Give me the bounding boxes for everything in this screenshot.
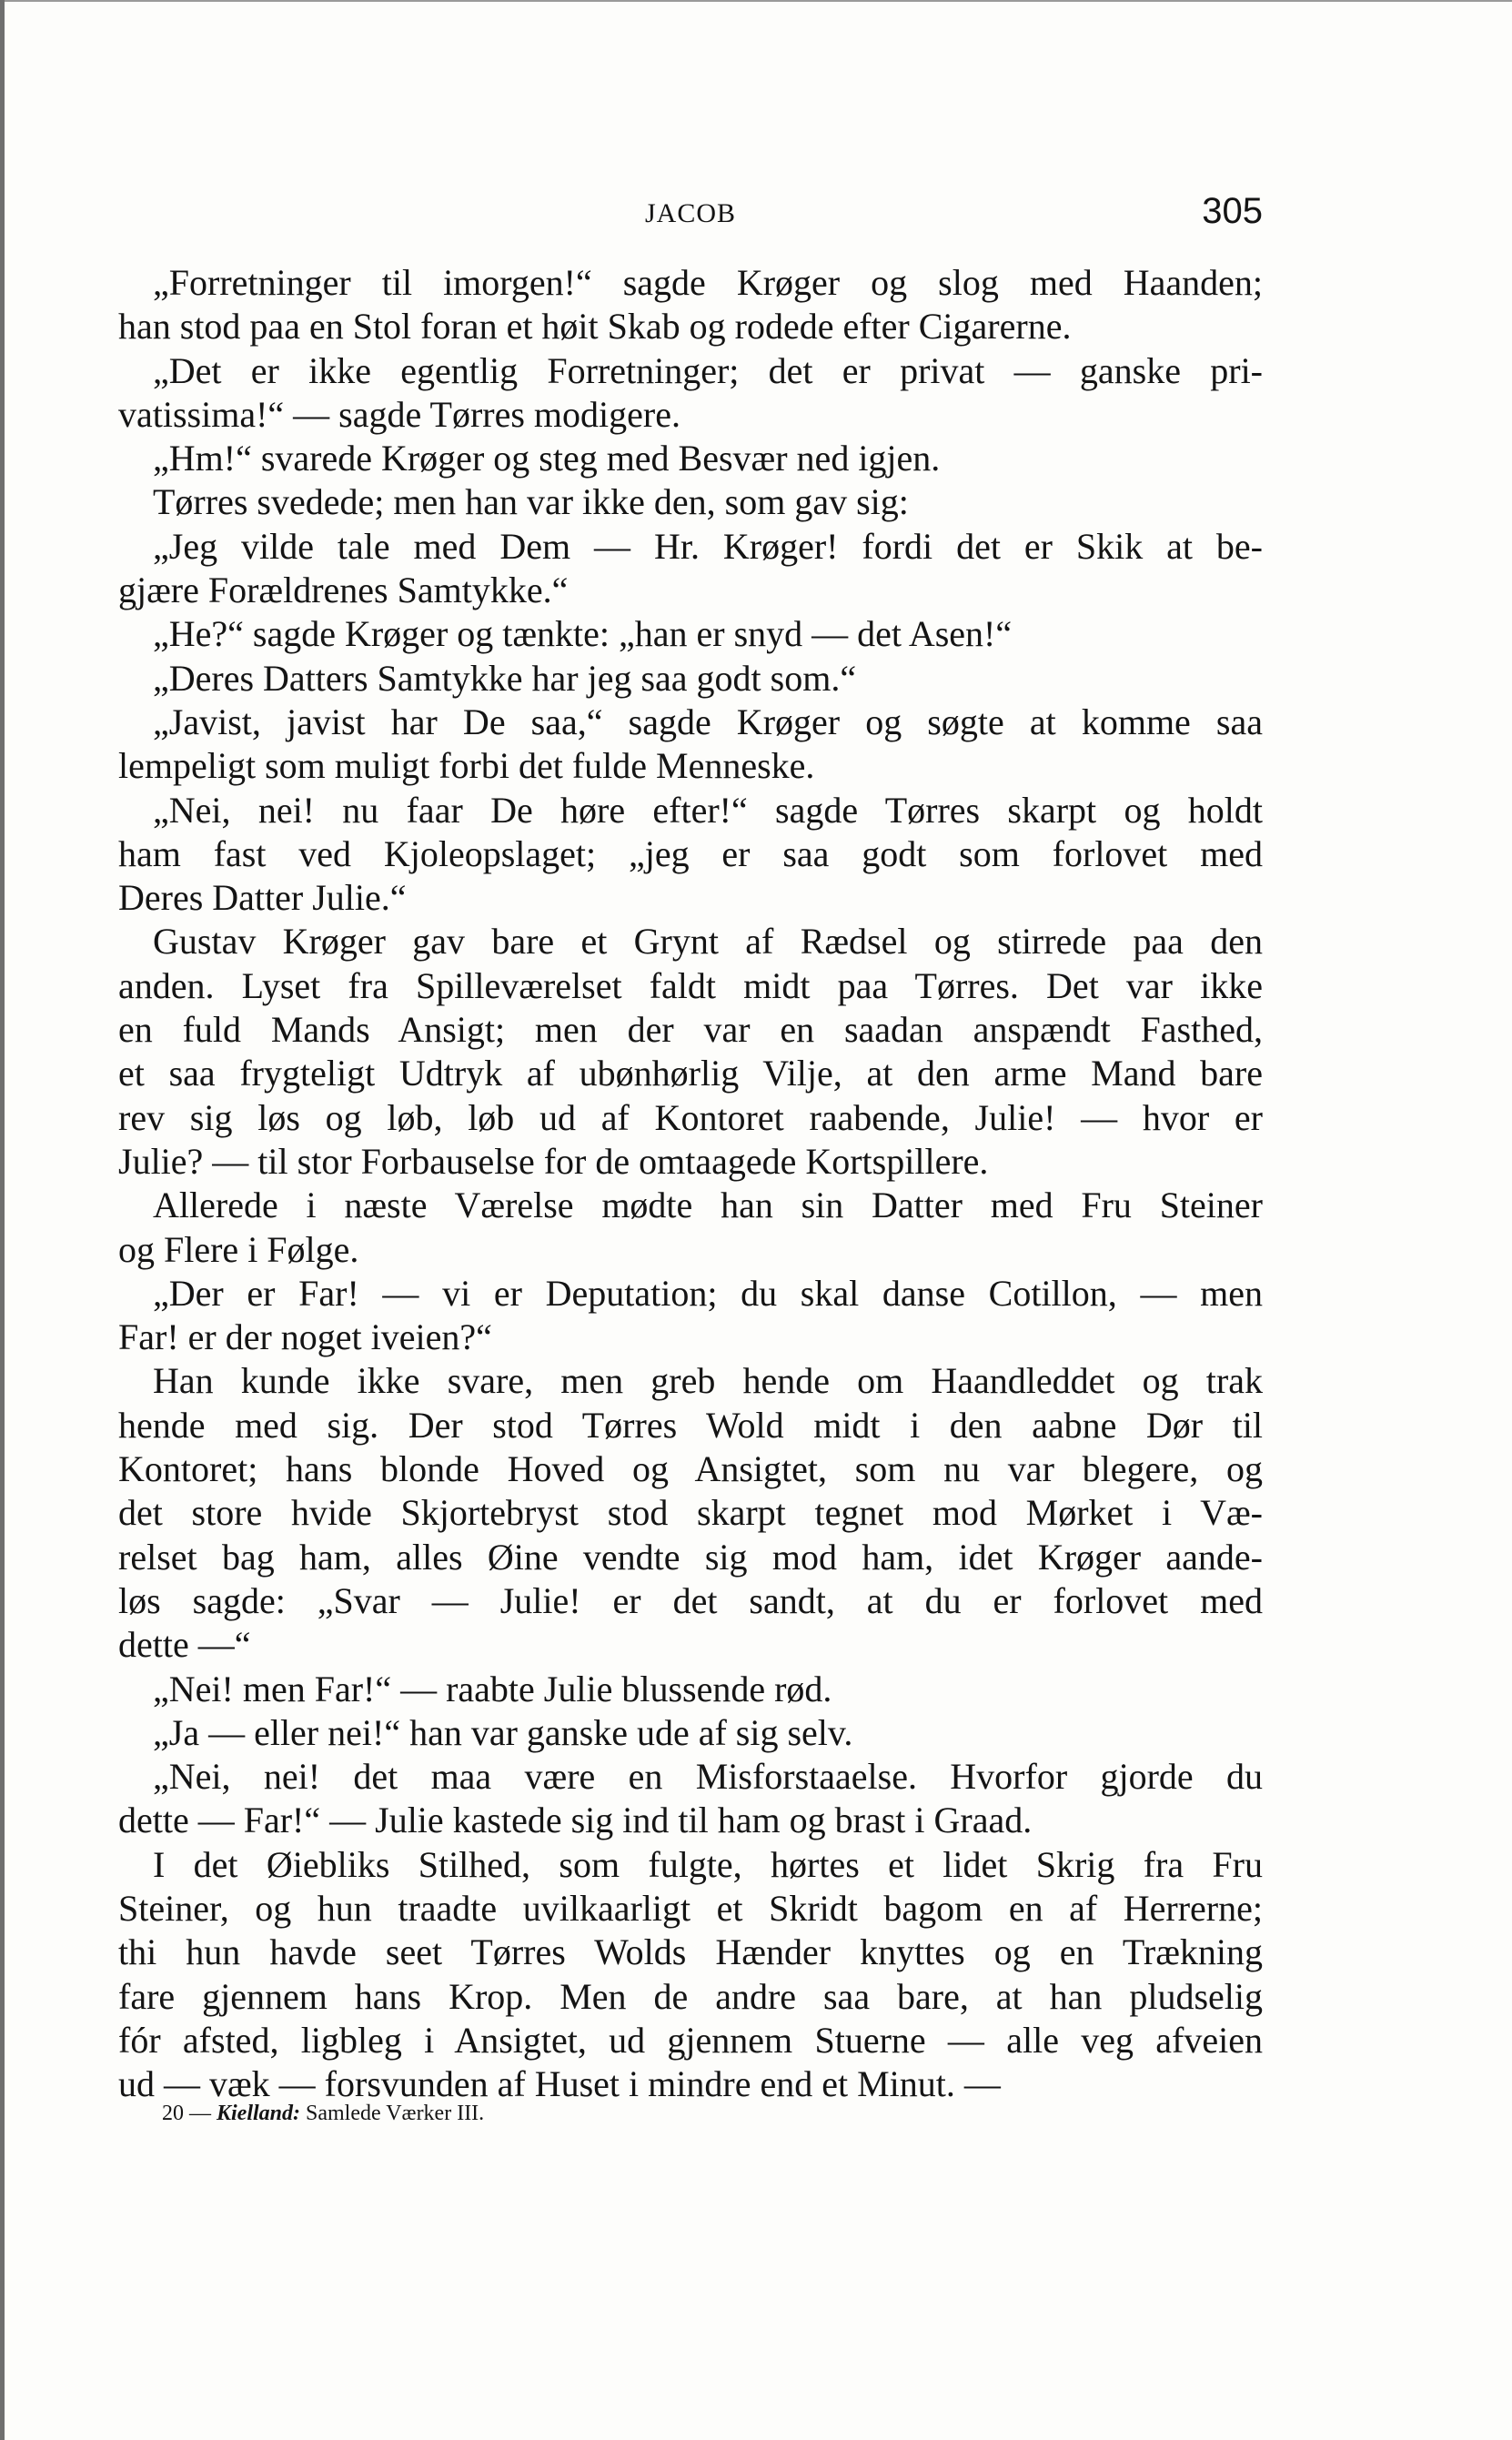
text-line: „Jeg vilde tale med Dem — Hr. Krøger! fordi det er Skik at be- [153,525,1263,567]
text-line: ud — væk — forsvunden af Huset i mindre end et Minut. — [118,2063,1001,2105]
text-line: det store hvide Skjortebryst stod skarpt tegnet mod Mørket i Væ- [118,1492,1263,1534]
text-line: „Javist, javist har De saa,“ sagde Krøger og søgte at komme saa [153,701,1263,742]
text-line: I det Øiebliks Stilhed, som fulgte, hørtes et lidet Skrig fra Fru [153,1843,1263,1885]
text-line: fare gjennem hans Krop. Men de andre saa bare, at han pludselig [118,1975,1263,2017]
text-line: „He?“ sagde Krøger og tænkte: „han er snyd — det Asen!“ [153,613,1013,655]
text-line: „Forretninger til imorgen!“ sagde Krøger og slog med Haanden; [153,262,1263,303]
text-line: fór afsted, ligbleg i Ansigtet, ud gjennem Stuerne — alle veg afveien [118,2019,1263,2061]
page-left-edge [0,0,5,2440]
text-line: „Ja — eller nei!“ han var ganske ude af sig selv. [153,1711,853,1753]
footer-signature-line [162,2102,484,2126]
chapter-title: JACOB [644,198,737,228]
text-line: „Hm!“ svarede Krøger og steg med Besvær ned igjen. [153,438,941,479]
page-number: 305 [1202,191,1263,231]
text-line: anden. Lyset fra Spilleværelset faldt midt paa Tørres. Det var ikke [118,964,1263,1006]
text-line: dette —“ [118,1624,251,1666]
text-line: og Flere i Følge. [118,1228,359,1270]
text-line: rev sig løs og løb, løb ud af Kontoret raabende, Julie! — hvor er [118,1096,1263,1138]
text-line: dette — Far!“ — Julie kastede sig ind til ham og brast i Graad. [118,1800,1033,1841]
text-line: løs sagde: „Svar — Julie! er det sandt, at du er forlovet med [118,1579,1263,1621]
text-line: hende med sig. Der stod Tørres Wold midt i den aabne Dør til [118,1404,1263,1446]
text-line: Allerede i næste Værelse mødte han sin Datter med Fru Steiner [153,1185,1263,1226]
text-line: Far! er der noget iveien?“ [118,1316,492,1358]
text-line: „Nei, nei! nu faar De høre efter!“ sagde Tørres skarpt og holdt [153,789,1263,831]
text-line: ham fast ved Kjoleopslaget; „jeg er saa godt som forlovet med [118,832,1263,874]
text-line: Deres Datter Julie.“ [118,877,407,919]
text-line: Julie? — til stor Forbauselse for de omtaagede Kortspillere. [118,1140,989,1182]
text-line: Tørres svedede; men han var ikke den, som gav sig: [153,481,909,523]
signature-mark: 20 — [162,2102,217,2125]
text-line: gjære Forældrenes Samtykke.“ [118,570,569,611]
text-line: et saa frygteligt Udtryk af ubønhørlig Vilje, at den arme Mand bare [118,1053,1263,1094]
text-line: thi hun havde seet Tørres Wolds Hænder knyttes og en Trækning [118,1931,1263,1973]
work-title: Samlede Værker III. [300,2102,485,2125]
text-line: Han kunde ikke svare, men greb hende om Haandleddet og trak [153,1360,1263,1402]
text-line: „Det er ikke egentlig Forretninger; det er privat — ganske pri- [153,349,1263,391]
text-line: Gustav Krøger gav bare et Grynt af Rædsel og stirrede paa den [153,921,1263,963]
text-line: „Deres Datters Samtykke har jeg saa godt som.“ [153,657,857,699]
running-head [118,191,1263,233]
text-line: „Nei, nei! det maa være en Misforstaaelse. Hvorfor gjorde du [153,1756,1263,1798]
text-line: lempeligt som muligt forbi det fulde Menneske. [118,745,815,787]
text-line: Steiner, og hun traadte uvilkaarligt et Skridt bagom en af Herrerne; [118,1887,1263,1929]
text-line: „Nei! men Far!“ — raabte Julie blussende rød. [153,1668,832,1709]
body-text [118,261,1263,2106]
page-top-edge [0,0,1512,2]
text-line: „Der er Far! — vi er Deputation; du skal danse Cotillon, — men [153,1272,1263,1314]
text-line: en fuld Mands Ansigt; men der var en saadan anspændt Fasthed, [118,1009,1263,1051]
text-line: relset bag ham, alles Øine vendte sig mod ham, idet Krøger aande- [118,1536,1263,1578]
text-line: han stod paa en Stol foran et høit Skab og rodede efter Cigarerne. [118,306,1072,348]
text-line: vatissima!“ — sagde Tørres modigere. [118,393,680,435]
text-line: Kontoret; hans blonde Hoved og Ansigtet, som nu var blegere, og [118,1448,1263,1490]
author-name: Kielland: [217,2102,301,2125]
